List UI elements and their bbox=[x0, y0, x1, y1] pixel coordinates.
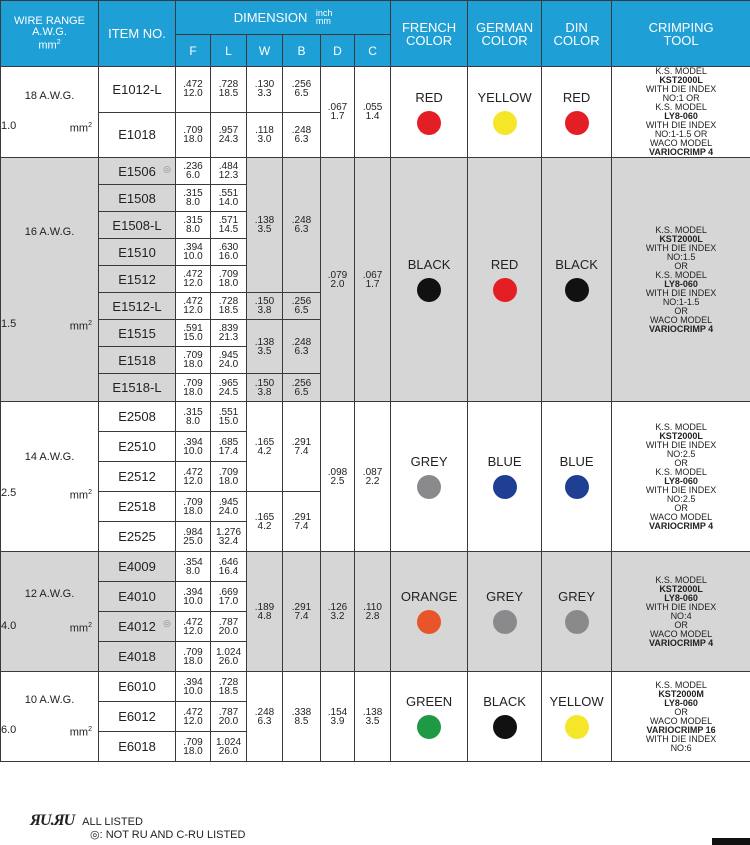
dim-f: .591 15.0 bbox=[176, 320, 211, 347]
german-color-red: RED bbox=[468, 158, 542, 402]
crimping-tool-18awg bbox=[612, 67, 750, 158]
crimp-line: KST2000M bbox=[658, 688, 704, 699]
crimp-line: LY8-060 bbox=[664, 278, 698, 289]
din-color-red: RED bbox=[542, 67, 612, 158]
dim-c: .138 3.5 bbox=[355, 672, 391, 762]
wire-range-16awg: 16 A.W.G. 1.5 $mm^2$ bbox=[1, 158, 99, 402]
din-color-header: DIN COLOR bbox=[542, 1, 612, 67]
crimp-line: WACO MODEL bbox=[649, 138, 713, 148]
crimp-line: K.S. MODEL bbox=[655, 466, 707, 477]
color-dot bbox=[493, 111, 517, 135]
dim-b: .256 6.5 bbox=[283, 67, 321, 113]
crimp-line: WITH DIE INDEX bbox=[645, 601, 717, 612]
din-color-black: BLACK bbox=[542, 158, 612, 402]
crimp-line: NO:1.5 bbox=[666, 251, 696, 262]
dim-f: .394 10.0 bbox=[176, 239, 211, 266]
item-e2512: E2512 bbox=[99, 462, 176, 492]
crimping-tool-14awg bbox=[612, 402, 750, 552]
crimp-line: NO:1 OR bbox=[662, 93, 700, 103]
item-e1510: E1510 bbox=[99, 239, 176, 266]
dim-f: .354 8.0 bbox=[176, 552, 211, 582]
dim-f: .394 10.0 bbox=[176, 582, 211, 612]
crimp-line: VARIOCRIMP 4 bbox=[648, 637, 714, 648]
crimp-line: NO:1-1.5 OR bbox=[654, 129, 708, 139]
crimp-line: WITH DIE INDEX bbox=[645, 439, 717, 450]
dim-f: .709 18.0 bbox=[176, 112, 211, 158]
crimp-line: K.S. MODEL bbox=[655, 224, 707, 235]
crimp-line: K.S. MODEL bbox=[655, 102, 707, 112]
crimp-line: WACO MODEL bbox=[649, 314, 713, 325]
color-dot bbox=[493, 278, 517, 302]
dim-l: .945 24.0 bbox=[211, 492, 247, 522]
dim-l: .945 24.0 bbox=[211, 347, 247, 374]
crimp-line: WITH DIE INDEX bbox=[645, 733, 717, 744]
item-e6012: E6012 bbox=[99, 702, 176, 732]
crimp-line: WITH DIE INDEX bbox=[645, 484, 717, 495]
din-color-yellow: YELLOW bbox=[542, 672, 612, 762]
din-color-blue: BLUE bbox=[542, 402, 612, 552]
dim-d: .126 3.2 bbox=[321, 552, 355, 672]
color-dot bbox=[493, 475, 517, 499]
dim-f: .472 12.0 bbox=[176, 67, 211, 113]
dim-c: .087 2.2 bbox=[355, 402, 391, 552]
all-listed-note: ALL LISTED bbox=[82, 816, 143, 828]
dim-b: .256 6.5 bbox=[283, 374, 321, 402]
crimp-line: OR bbox=[674, 260, 688, 271]
crimp-line: WACO MODEL bbox=[649, 628, 713, 639]
dim-l: .728 18.5 bbox=[211, 293, 247, 320]
dim-d: .067 1.7 bbox=[321, 67, 355, 158]
german-color-blue: BLUE bbox=[468, 402, 542, 552]
wire-range-18awg: 18 A.W.G. 1.0 $mm^2$ bbox=[1, 67, 99, 158]
dim-l: .787 20.0 bbox=[211, 612, 247, 642]
dim-l: 1.024 26.0 bbox=[211, 642, 247, 672]
dim-l: .728 18.5 bbox=[211, 67, 247, 113]
crimping-tool-10awg bbox=[612, 672, 750, 762]
crimp-line: K.S. MODEL bbox=[655, 574, 707, 585]
crimp-line: OR bbox=[674, 457, 688, 468]
color-dot bbox=[565, 111, 589, 135]
dim-f: .472 12.0 bbox=[176, 462, 211, 492]
dim-d: .079 2.0 bbox=[321, 158, 355, 402]
dim-d-header: D bbox=[321, 35, 355, 67]
dim-f: .236 6.0 bbox=[176, 158, 211, 185]
footer-notes bbox=[30, 812, 246, 841]
dim-l: .709 18.0 bbox=[211, 462, 247, 492]
dim-f: .315 8.0 bbox=[176, 212, 211, 239]
dim-l: .839 21.3 bbox=[211, 320, 247, 347]
crimp-line: KST2000L bbox=[659, 583, 703, 594]
crimp-line: LY8-060 bbox=[664, 475, 698, 486]
item-e1506: E1506 ◎ bbox=[99, 158, 176, 185]
dim-f: .472 12.0 bbox=[176, 266, 211, 293]
color-dot bbox=[417, 278, 441, 302]
dim-b: .291 7.4 bbox=[283, 402, 321, 492]
dim-f: .315 8.0 bbox=[176, 402, 211, 432]
not-listed-note: ◎: NOT RU AND C-RU LISTED bbox=[90, 829, 246, 841]
dim-w: .118 3.0 bbox=[247, 112, 283, 158]
color-dot bbox=[565, 278, 589, 302]
crimp-line: VARIOCRIMP 4 bbox=[648, 323, 714, 334]
dim-l: 1.276 32.4 bbox=[211, 522, 247, 552]
french-color-grey: GREY bbox=[391, 402, 468, 552]
dimension-header: DIMENSION inch mm bbox=[176, 1, 391, 35]
wire-range-unit: mm bbox=[38, 39, 57, 52]
dimension-unit-inch: inch bbox=[315, 7, 333, 18]
crimp-line: K.S. MODEL bbox=[655, 421, 707, 432]
wire-range-header: WIRE RANGE A.W.G. $mm^2$ bbox=[1, 1, 99, 67]
color-dot bbox=[565, 475, 589, 499]
wire-range-12awg: 12 A.W.G. 4.0 $mm^2$ bbox=[1, 552, 99, 672]
french-color-black: BLACK bbox=[391, 158, 468, 402]
crimp-line: WACO MODEL bbox=[649, 511, 713, 522]
crimp-line: WITH DIE INDEX bbox=[645, 120, 717, 130]
french-color-green: GREEN bbox=[391, 672, 468, 762]
crimp-line: NO:2.5 bbox=[666, 493, 696, 504]
crimp-line: K.S. MODEL bbox=[655, 66, 707, 76]
crimp-line: OR bbox=[674, 502, 688, 513]
dim-l: .787 20.0 bbox=[211, 702, 247, 732]
crimp-line: NO:1-1.5 bbox=[662, 296, 700, 307]
dim-c-header: C bbox=[355, 35, 391, 67]
crimp-line: OR bbox=[674, 706, 688, 717]
dim-w: .248 6.3 bbox=[247, 672, 283, 762]
german-color-grey: GREY bbox=[468, 552, 542, 672]
crimp-line: KST2000L bbox=[659, 430, 703, 441]
dim-l: .709 18.0 bbox=[211, 266, 247, 293]
color-dot bbox=[493, 610, 517, 634]
dim-f: .472 12.0 bbox=[176, 702, 211, 732]
german-color-black: BLACK bbox=[468, 672, 542, 762]
dim-f-header: F bbox=[176, 35, 211, 67]
dim-b: .256 6.5 bbox=[283, 293, 321, 320]
item-e4012: E4012 ◎ bbox=[99, 612, 176, 642]
dim-b: .291 7.4 bbox=[283, 552, 321, 672]
dim-w: .138 3.5 bbox=[247, 320, 283, 374]
crimp-line: LY8-060 bbox=[664, 111, 698, 121]
not-listed-mark: ◎ bbox=[163, 618, 171, 628]
crimp-line: LY8-060 bbox=[664, 697, 698, 708]
not-listed-mark: ◎ bbox=[163, 164, 171, 174]
dim-b: .248 6.3 bbox=[283, 158, 321, 293]
din-color-grey: GREY bbox=[542, 552, 612, 672]
crimp-line: WITH DIE INDEX bbox=[645, 287, 717, 298]
dim-f: .394 10.0 bbox=[176, 432, 211, 462]
crimp-line: NO:6 bbox=[670, 742, 692, 753]
dim-f: .709 18.0 bbox=[176, 642, 211, 672]
dim-f: .709 18.0 bbox=[176, 732, 211, 762]
item-e2510: E2510 bbox=[99, 432, 176, 462]
item-e1512: E1512 bbox=[99, 266, 176, 293]
dim-d: .098 2.5 bbox=[321, 402, 355, 552]
crimp-line: VARIOCRIMP 4 bbox=[648, 520, 714, 531]
dim-w: .189 4.8 bbox=[247, 552, 283, 672]
color-dot bbox=[417, 715, 441, 739]
dim-l: .551 15.0 bbox=[211, 402, 247, 432]
dim-f: .709 18.0 bbox=[176, 374, 211, 402]
dimension-unit-mm: mm bbox=[315, 15, 331, 26]
dim-l: .571 14.5 bbox=[211, 212, 247, 239]
dim-b: .248 6.3 bbox=[283, 320, 321, 374]
dim-f: .709 18.0 bbox=[176, 347, 211, 374]
dim-l: .630 16.0 bbox=[211, 239, 247, 266]
dim-f: .709 18.0 bbox=[176, 492, 211, 522]
crimp-line: KST2000L bbox=[659, 75, 703, 85]
item-e4010: E4010 bbox=[99, 582, 176, 612]
crimp-line: VARIOCRIMP 4 bbox=[648, 147, 714, 157]
crimp-line: K.S. MODEL bbox=[655, 679, 707, 690]
dim-c: .110 2.8 bbox=[355, 552, 391, 672]
dim-b: .248 6.3 bbox=[283, 112, 321, 158]
dim-l: .728 18.5 bbox=[211, 672, 247, 702]
item-e2525: E2525 bbox=[99, 522, 176, 552]
dim-w-header: W bbox=[247, 35, 283, 67]
ul-logo-icon: ЯU.ЯU bbox=[30, 812, 75, 829]
color-dot bbox=[493, 715, 517, 739]
item-e1508: E1508 bbox=[99, 185, 176, 212]
dim-w: .130 3.3 bbox=[247, 67, 283, 113]
item-e1018: E1018 bbox=[99, 112, 176, 158]
item-e1518-l: E1518-L bbox=[99, 374, 176, 402]
color-dot bbox=[565, 715, 589, 739]
item-e1508-l: E1508-L bbox=[99, 212, 176, 239]
crimp-line: LY8-060 bbox=[664, 592, 698, 603]
dim-f: .472 12.0 bbox=[176, 293, 211, 320]
dim-f: .472 12.0 bbox=[176, 612, 211, 642]
german-color-yellow: YELLOW bbox=[468, 67, 542, 158]
color-dot bbox=[417, 610, 441, 634]
color-dot bbox=[565, 610, 589, 634]
dim-l: .685 17.4 bbox=[211, 432, 247, 462]
dim-w: .165 4.2 bbox=[247, 492, 283, 552]
german-color-header: GERMAN COLOR bbox=[468, 1, 542, 67]
item-e4018: E4018 bbox=[99, 642, 176, 672]
crimp-line: WACO MODEL bbox=[649, 715, 713, 726]
crimping-tool-12awg bbox=[612, 552, 750, 672]
dim-f: .315 8.0 bbox=[176, 185, 211, 212]
french-color-orange: ORANGE bbox=[391, 552, 468, 672]
dim-c: .055 1.4 bbox=[355, 67, 391, 158]
dim-w: .150 3.8 bbox=[247, 293, 283, 320]
dim-b: .338 8.5 bbox=[283, 672, 321, 762]
dim-w: .138 3.5 bbox=[247, 158, 283, 293]
dim-l: .484 12.3 bbox=[211, 158, 247, 185]
dim-l: .669 17.0 bbox=[211, 582, 247, 612]
crimp-line: WITH DIE INDEX bbox=[645, 242, 717, 253]
dim-f: .984 25.0 bbox=[176, 522, 211, 552]
crimp-line: OR bbox=[674, 305, 688, 316]
dim-l: .965 24.5 bbox=[211, 374, 247, 402]
crimp-line: NO:2.5 bbox=[666, 448, 696, 459]
dim-l: 1.024 26.0 bbox=[211, 732, 247, 762]
item-e1512-l: E1512-L bbox=[99, 293, 176, 320]
item-e1515: E1515 bbox=[99, 320, 176, 347]
item-e1518: E1518 bbox=[99, 347, 176, 374]
item-e6010: E6010 bbox=[99, 672, 176, 702]
dim-l-header: L bbox=[211, 35, 247, 67]
dim-b-header: B bbox=[283, 35, 321, 67]
item-e2508: E2508 bbox=[99, 402, 176, 432]
color-dot bbox=[417, 475, 441, 499]
dim-w: .150 3.8 bbox=[247, 374, 283, 402]
dim-c: .067 1.7 bbox=[355, 158, 391, 402]
dim-l: .646 16.4 bbox=[211, 552, 247, 582]
item-e6018: E6018 bbox=[99, 732, 176, 762]
dim-b: .291 7.4 bbox=[283, 492, 321, 552]
dim-f: .394 10.0 bbox=[176, 672, 211, 702]
crimp-line: WITH DIE INDEX bbox=[645, 84, 717, 94]
dim-d: .154 3.9 bbox=[321, 672, 355, 762]
crimp-line: NO:4 bbox=[670, 610, 692, 621]
item-e2518: E2518 bbox=[99, 492, 176, 522]
crimp-line: KST2000L bbox=[659, 233, 703, 244]
crimp-line: K.S. MODEL bbox=[655, 269, 707, 280]
french-color-red: RED bbox=[391, 67, 468, 158]
crimping-tool-header: CRIMPING TOOL bbox=[612, 1, 750, 67]
wire-range-14awg: 14 A.W.G. 2.5 $mm^2$ bbox=[1, 402, 99, 552]
page-tab bbox=[712, 838, 750, 845]
wire-range-10awg: 10 A.W.G. 6.0 $mm^2$ bbox=[1, 672, 99, 762]
crimp-line: VARIOCRIMP 16 bbox=[646, 724, 716, 735]
dim-l: .551 14.0 bbox=[211, 185, 247, 212]
french-color-header: FRENCH COLOR bbox=[391, 1, 468, 67]
dim-l: .957 24.3 bbox=[211, 112, 247, 158]
dim-w: .165 4.2 bbox=[247, 402, 283, 492]
color-dot bbox=[417, 111, 441, 135]
item-e1012-l: E1012-L bbox=[99, 67, 176, 113]
crimping-tool-16awg bbox=[612, 158, 750, 402]
item-e4009: E4009 bbox=[99, 552, 176, 582]
item-no-header: ITEM NO. bbox=[99, 1, 176, 67]
crimp-line: OR bbox=[674, 619, 688, 630]
